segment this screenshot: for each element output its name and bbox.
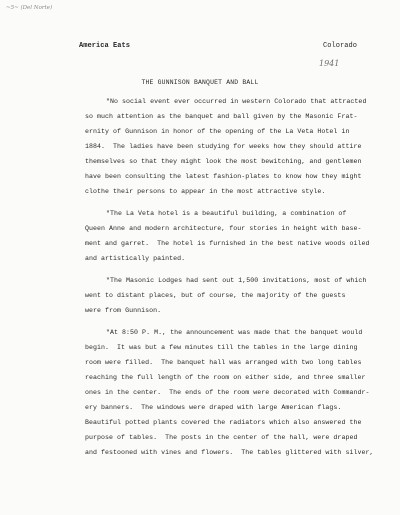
body-line: ery banners. The windows were draped with large American flags. — [85, 404, 342, 411]
body-line: ernity of Gunnison in honor of the opening of the La Veta Hotel in — [85, 128, 350, 135]
body-line: "No social event ever occurred in western Colorado that attracted — [106, 98, 367, 105]
body-line: clothe their persons to appear in the most attractive style. — [85, 188, 326, 195]
body-line: so much attention as the banquet and ball given by the Masonic Frat- — [85, 113, 358, 120]
body-line: reaching the full length of the room on either side, and three smaller — [85, 374, 366, 381]
body-line: 1884. The ladies have been studying for weeks how they should attire — [85, 143, 362, 150]
header-state: Colorado — [323, 42, 358, 50]
body-line: and festooned with vines and flowers. The tables glittered with silver, — [85, 449, 374, 456]
body-line: Beautiful potted plants covered the radiators which also answered the — [85, 419, 362, 426]
body-line: room were filled. The banquet hall was arranged with two long tables — [85, 359, 362, 366]
body-line: were from Gunnison. — [85, 307, 162, 314]
body-line: and artistically painted. — [85, 255, 186, 262]
body-line: went to distant places, but of course, the majority of the guests — [85, 292, 346, 299]
document-title: THE GUNNISON BANQUET AND BALL — [141, 79, 259, 86]
body-line: begin. It was but a few minutes till the tables in the large dining — [85, 344, 358, 351]
body-line: themselves so that they might look the most bewitching, and gentlemen — [85, 158, 362, 165]
body-line: "At 8:50 P. M., the announcement was made that the banquet would — [106, 329, 363, 336]
body-line: ment and garret. The hotel is furnished in the best native woods oiled — [85, 240, 370, 247]
body-line: ones in the center. The ends of the room were decorated with Commandr- — [85, 389, 370, 396]
body-line: have been consulting the latest fashion-plates to know how they might — [85, 173, 362, 180]
body-line: Queen Anne and modern architecture, four stories in height with base- — [85, 225, 362, 232]
body-line: "The La Veta hotel is a beautiful building, a combination of — [106, 210, 347, 217]
header-series-title: America Eats — [79, 42, 131, 50]
body-line: purpose of tables. The posts in the center of the hall, were draped — [85, 434, 358, 441]
pencil-annotation-year: 1941 — [319, 59, 340, 68]
pencil-annotation-corner: ~5~ (Del Norte) — [6, 5, 53, 11]
body-line: "The Masonic Lodges had sent out 1,500 invitations, most of which — [106, 277, 367, 284]
